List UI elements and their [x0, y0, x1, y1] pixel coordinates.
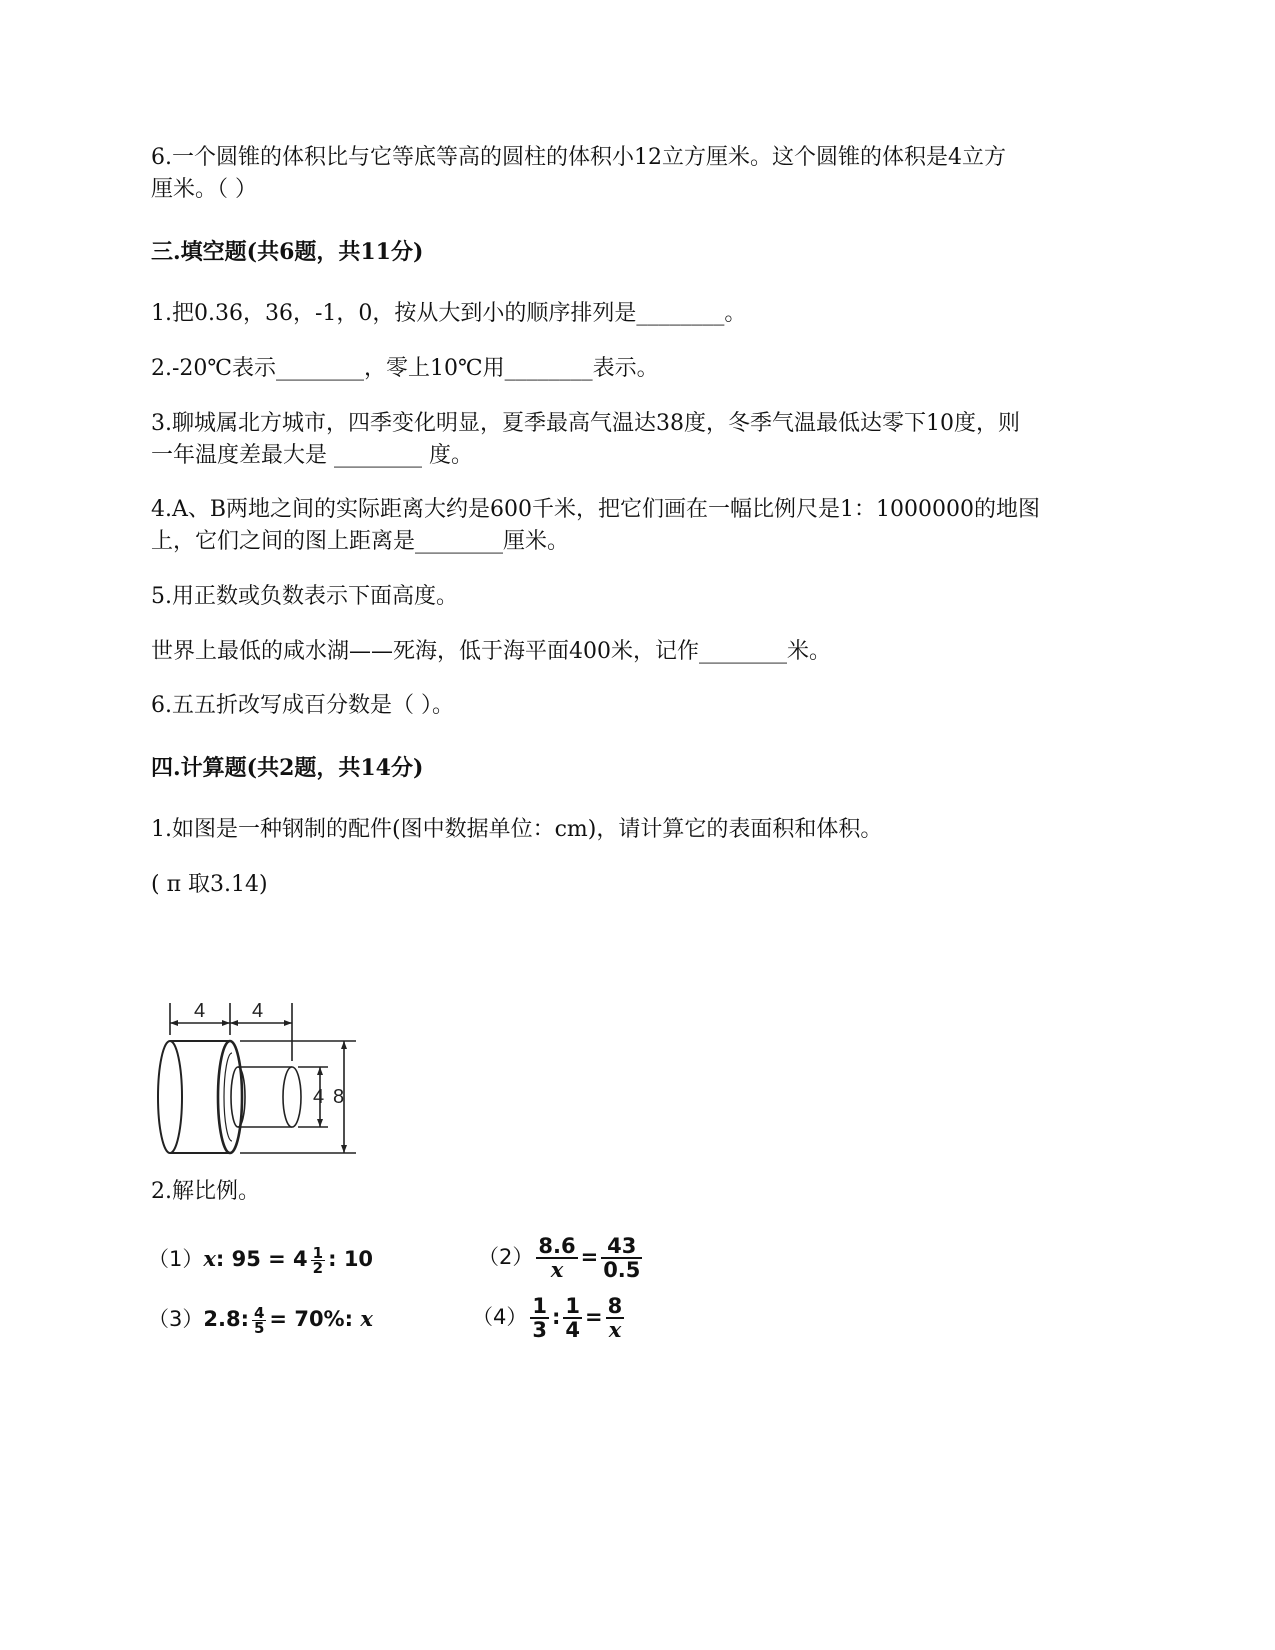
calc-question-1: 1.如图是一种钢制的配件(图中数据单位：cm)，请计算它的表面积和体积。 [151, 817, 883, 842]
question-6-line1: 6.一个圆锥的体积比与它等底等高的圆柱的体积小12立方厘米。这个圆锥的体积是4立方 [151, 145, 1006, 170]
calc-question-2: 2.解比例。 [151, 1179, 260, 1204]
equation-4: （4） $\frac{1}{3}$ : $\frac{1}{4}$ = $\frac{8}{x}$ [472, 1294, 623, 1342]
fill-question-5-sub: 世界上最低的咸水湖——死海，低于海平面400米，记作________米。 [151, 639, 831, 664]
fill-question-4-line1: 4.A、B两地之间的实际距离大约是600千米，把它们画在一幅比例尺是1：1000000的地图 [151, 497, 1041, 522]
section-3-heading: 三.填空题(共6题，共11分) [151, 239, 424, 265]
dim-right-label: 4 [252, 1000, 264, 1022]
fill-question-5: 5.用正数或负数表示下面高度。 [151, 584, 458, 609]
section-4-heading: 四.计算题(共2题，共14分) [151, 755, 424, 781]
dim-left-label: 4 [194, 1000, 206, 1022]
dim-outer-label: 8 [333, 1086, 345, 1108]
fill-question-3-line2: 一年温度差最大是 ________ 度。 [151, 443, 473, 468]
fill-question-2: 2.-20℃表示________，零上10℃用________表示。 [151, 356, 659, 381]
calc-question-1-pi: ( π 取3.14) [151, 872, 268, 897]
question-6-line2: 厘米。（ ） [151, 177, 257, 202]
fill-question-6: 6.五五折改写成百分数是（ ）。 [151, 693, 454, 718]
dim-inner-label: 4 [313, 1086, 325, 1108]
equation-3: （3）2.8: $\frac{4}{5}$ = 70%: x [148, 1303, 373, 1337]
fill-question-3-line1: 3.聊城属北方城市，四季变化明显，夏季最高气温达38度，冬季气温最低达零下10度，则 [151, 411, 1020, 436]
equation-2: （2） $\frac{8.6}{x}$ = $\frac{43}{0.5}$ [478, 1234, 641, 1282]
steel-part-figure [148, 995, 368, 1175]
fill-question-1: 1.把0.36，36，-1，0，按从大到小的顺序排列是________。 [151, 301, 747, 326]
equation-1: （1）x: 95 = 4 $\frac{1}{2}$ : 10 [148, 1243, 374, 1277]
fill-question-4-line2: 上，它们之间的图上距离是________厘米。 [151, 529, 570, 554]
